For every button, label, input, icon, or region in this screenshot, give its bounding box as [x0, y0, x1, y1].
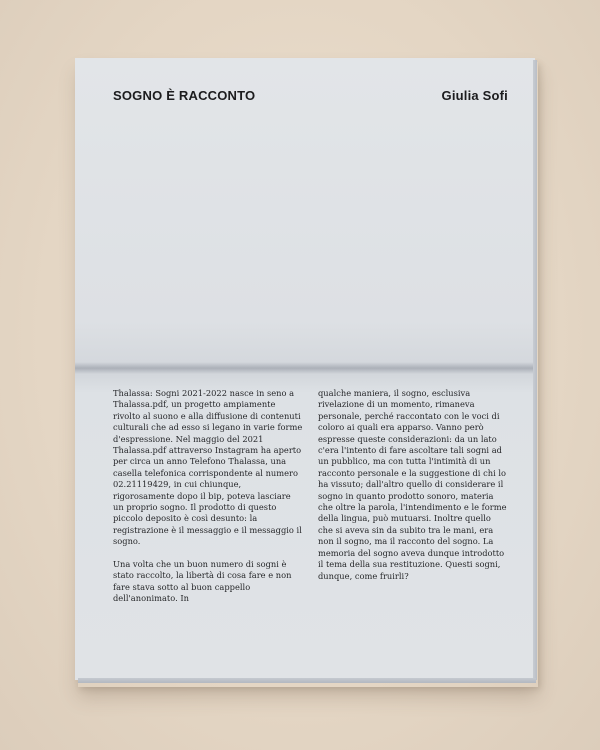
body-paragraph: Una volta che un buon numero di sogni è stato raccolto, la libertà di cosa fare e non fare stava sotto al buon cappello dell'anonimato. In	[113, 559, 292, 604]
booklet-page-edges-right	[533, 60, 537, 680]
booklet-page-edges-bottom	[78, 678, 536, 683]
page-header	[113, 88, 508, 103]
body-paragraph: Thalassa: Sogni 2021-2022 nasce in seno a Thalassa.pdf, un progetto ampiamente rivolto al suono e alla diffusione di contenuti culturali che ad esso si legano in varie forme d'espressione. Nel maggio del 2021 Thalassa.pdf attraverso Instagram ha aperto per circa un anno Telefono Thalassa, una casella telefonica corrispondente al numero 02.21119429, in cui chiunque, rigorosamente dopo il bip, poteva lasciare un proprio sogno. Il prodotto di questo piccolo deposito è così desunto: la registrazione è il messaggio e il messaggio il sogno.	[113, 388, 303, 547]
booklet-top-page	[75, 58, 535, 368]
author-name: Giulia Sofi	[441, 88, 508, 103]
body-paragraph: qualche maniera, il sogno, esclusiva rivelazione di un momento, rimaneva personale, perché raccontato con le voci di coloro ai quali era apparso. Vanno però espresse queste considerazioni: da un lato c'era l'intento di fare ascoltare tali sogni ad un pubblico, ma con tutta l'intimità di un racconto personale e la suggestione di chi lo ha vissuto; dall'altro quello di considerare il sogno in quanto prodotto sonoro, materia che oltre la parola, l'intendimento e le forme della lingua, può mutuarsi. Inoltre quello che si aveva sin da subito tra le mani, era non il sogno, ma il racconto del sogno. La memoria del sogno aveva dunque introdotto il tema della sua restituzione. Questi sogni, dunque, come fruirli?	[318, 388, 507, 581]
page-title: SOGNO È RACCONTO	[113, 88, 256, 103]
text-column-right	[318, 388, 508, 582]
booklet-spine-fold	[75, 362, 535, 374]
text-column-left	[113, 388, 303, 605]
